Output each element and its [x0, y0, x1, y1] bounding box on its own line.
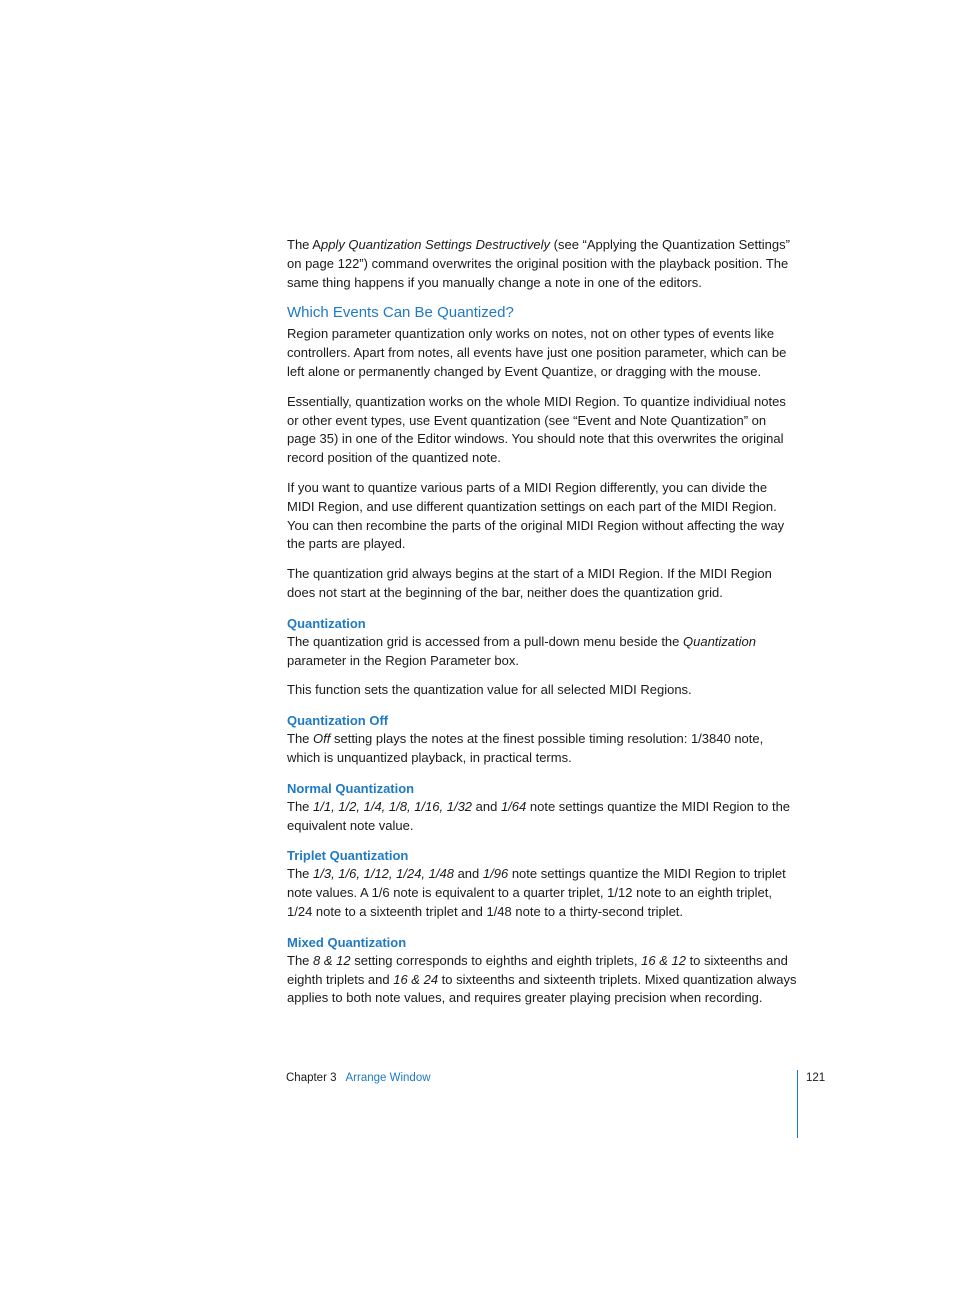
triplet-text-b: and — [453, 866, 483, 882]
intro-text: The A — [287, 237, 321, 252]
quantization-paragraph-2: This function sets the quantization value for all selected MIDI Regions. — [287, 682, 692, 698]
off-text-b: setting plays the notes at the finest possible timing resolution: 1/3840 note, which is unquantized playback, in practical terms. — [287, 731, 764, 765]
mixed-text-a: The — [287, 952, 314, 968]
which-paragraph-3: If you want to quantize various parts of a MIDI Region differently, you can divide the MIDI Region, and use different quantization settings on each part of the MIDI Region. You can then recombine the parts of the original MIDI Region without affecting the way the parts are played. — [287, 479, 785, 552]
mixed-text-c: to sixteenths and eighth triplets and — [287, 952, 788, 987]
off-text-a: The — [287, 731, 314, 747]
normal-quantization-paragraph — [287, 798, 797, 836]
triplet-values-2: 1/96 — [482, 866, 509, 882]
triplet-values-1: 1/3, 1/6, 1/12, 1/24, 1/48 — [313, 866, 454, 882]
quantization-paragraph-1 — [287, 633, 797, 671]
page-content — [287, 236, 797, 1019]
normal-text-c: note settings quantize the MIDI Region to the equivalent note value. — [287, 798, 791, 833]
page-number: 121 — [806, 1072, 826, 1084]
heading-which-events: Which Events Can Be Quantized? — [287, 304, 514, 322]
normal-text-b: and — [472, 798, 501, 814]
mixed-quantization-paragraph — [287, 952, 797, 1008]
off-setting-name: Off — [313, 731, 331, 747]
quantization-text-a: The quantization grid is accessed from a pull-down menu beside the — [287, 633, 683, 649]
page-footer — [286, 1069, 431, 1087]
mixed-values-1: 8 & 12 — [313, 952, 351, 968]
triplet-text-c: note settings quantize the MIDI Region to triplet note values. A 1/6 note is equivalent to a quarter triplet, 1/12 note to an eighth triplet, 1/24 note to a sixteenth triplet and 1/48 note to a thirty-second triplet. — [287, 866, 786, 919]
heading-mixed-quantization: Mixed Quantization — [287, 934, 407, 950]
heading-triplet-quantization: Triplet Quantization — [287, 848, 409, 864]
quantization-param-name: Quantization — [683, 633, 756, 649]
mixed-values-3: 16 & 24 — [393, 971, 439, 987]
intro-command-name: pply Quantization Settings Destructively — [320, 237, 551, 252]
footer-chapter-title: Arrange Window — [345, 1072, 431, 1084]
footer-chapter: Chapter 3 — [286, 1072, 337, 1084]
heading-quantization: Quantization — [287, 615, 366, 631]
normal-values-1: 1/1, 1/2, 1/4, 1/8, 1/16, 1/32 — [313, 798, 473, 814]
which-paragraph-4: The quantization grid always begins at the start of a MIDI Region. If the MIDI Region does not start at the beginning of the bar, neither does the quantization grid. — [287, 566, 772, 600]
intro-paragraph — [287, 236, 797, 292]
quantization-text-b: parameter in the Region Parameter box. — [287, 652, 519, 668]
quantization-off-paragraph — [287, 730, 797, 768]
intro-text-rest: (see “Applying the Quantization Settings” on page 122”) command overwrites the original position with the playback position. The same thing happens if you manually change a note in one of the editors. — [287, 237, 790, 290]
which-paragraph-2: Essentially, quantization works on the whole MIDI Region. To quantize individiual notes or other event types, use Event quantization (see “Event and Note Quantization” on page 35) in one of the Editor windows. You should note that this overwrites the original record position of the quantized note. — [287, 393, 786, 466]
normal-text-a: The — [287, 798, 314, 814]
triplet-text-a: The — [287, 866, 314, 882]
normal-values-2: 1/64 — [500, 798, 527, 814]
footer-divider — [797, 1070, 798, 1138]
heading-quantization-off: Quantization Off — [287, 713, 389, 729]
mixed-values-2: 16 & 12 — [641, 952, 686, 968]
heading-normal-quantization: Normal Quantization — [287, 780, 415, 796]
which-paragraph-1: Region parameter quantization only works on notes, not on other types of events like controllers. Apart from notes, all events have just one position parameter, which can be left alone or permanently changed by Event Quantize, or dragging with the mouse. — [287, 326, 787, 379]
mixed-text-d: to sixteenths and sixteenth triplets. Mixed quantization always applies to both note values, and requires greater playing precision when recording. — [287, 971, 797, 1006]
mixed-text-b: setting corresponds to eighths and eighth triplets, — [350, 952, 642, 968]
triplet-quantization-paragraph — [287, 865, 797, 921]
